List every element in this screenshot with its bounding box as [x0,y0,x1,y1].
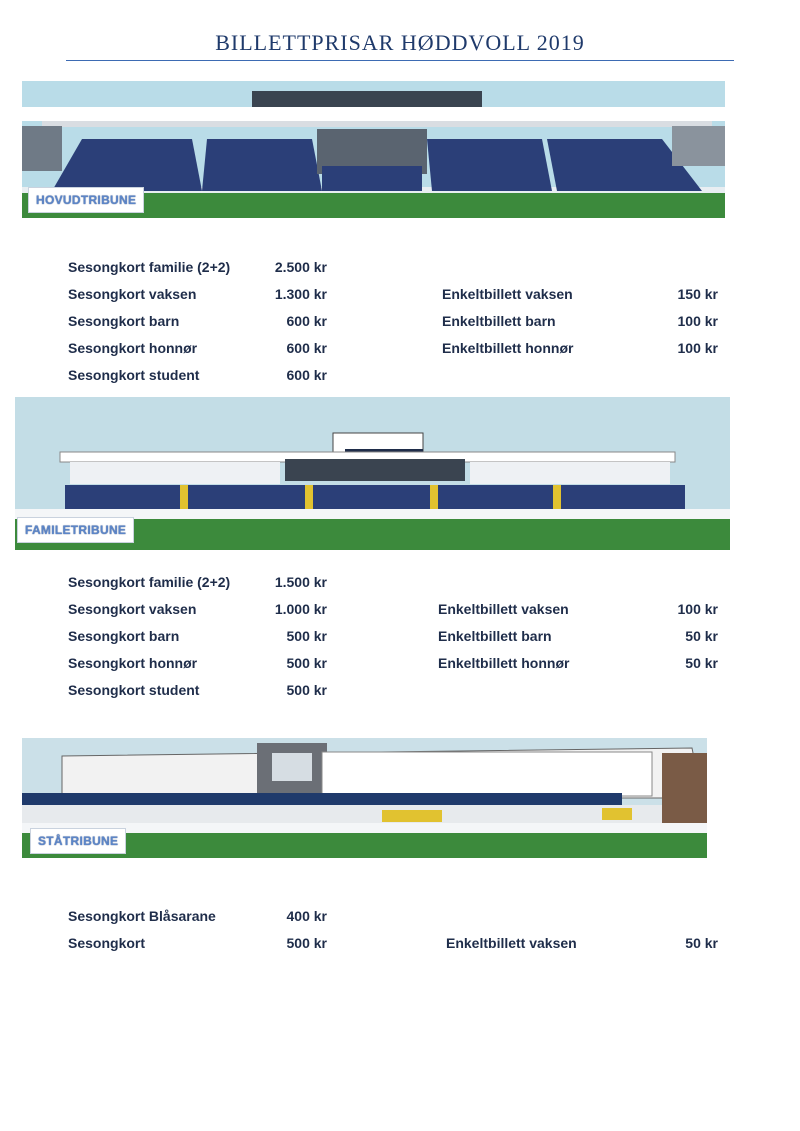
ticket-label: Sesongkort Blåsarane [68,908,216,924]
ticket-label: Sesongkort vaksen [68,601,197,617]
ticket-label: Enkeltbillett vaksen [442,286,573,302]
ticket-price: 100 kr [677,601,718,617]
ticket-price: 50 kr [685,655,718,671]
ticket-price: 1.500 kr [274,574,327,590]
ticket-label: Enkeltbillett barn [442,313,556,329]
ticket-label: Sesongkort [68,935,146,951]
ticket-price: 100 kr [677,340,718,356]
ticket-label: Sesongkort student [68,367,200,383]
title-underline [66,60,734,61]
ticket-price: 50 kr [685,628,718,644]
ticket-price: 600 kr [286,313,327,329]
ticket-label: Enkeltbillett vaksen [446,935,577,951]
ticket-price: 1.300 kr [274,286,327,302]
staatribune-image [22,738,707,858]
ticket-price: 500 kr [286,682,327,698]
ticket-label: Enkeltbillett vaksen [438,601,569,617]
ticket-price: 600 kr [286,367,327,383]
ticket-price: 400 kr [286,908,327,924]
stand-label: STÅTRIBUNE [30,828,126,854]
stand-label: HOVUDTRIBUNE [28,187,144,213]
ticket-label: Sesongkort barn [68,628,180,644]
ticket-label: Sesongkort vaksen [68,286,197,302]
ticket-price: 2.500 kr [274,259,327,275]
ticket-price: 600 kr [286,340,327,356]
ticket-price: 1.000 kr [274,601,327,617]
ticket-price: 50 kr [685,935,718,951]
ticket-label: Sesongkort familie (2+2) [68,574,231,590]
ticket-label: Sesongkort student [68,682,200,698]
familetribune-image [15,397,730,550]
ticket-label: Enkeltbillett barn [438,628,552,644]
ticket-label: Sesongkort familie (2+2) [68,259,231,275]
ticket-label: Sesongkort honnør [68,340,198,356]
ticket-price: 100 kr [677,313,718,329]
hovudtribune-image [22,81,725,218]
ticket-price: 150 kr [677,286,718,302]
ticket-price: 500 kr [286,628,327,644]
ticket-label: Sesongkort barn [68,313,180,329]
stand-label: FAMILETRIBUNE [17,517,134,543]
ticket-label: Sesongkort honnør [68,655,198,671]
page-title: BILLETTPRISAR HØDDVOLL 2019 [215,30,585,55]
ticket-label: Enkeltbillett honnør [438,655,570,671]
ticket-price: 500 kr [286,935,327,951]
ticket-label: Enkeltbillett honnør [442,340,574,356]
ticket-price: 500 kr [286,655,327,671]
